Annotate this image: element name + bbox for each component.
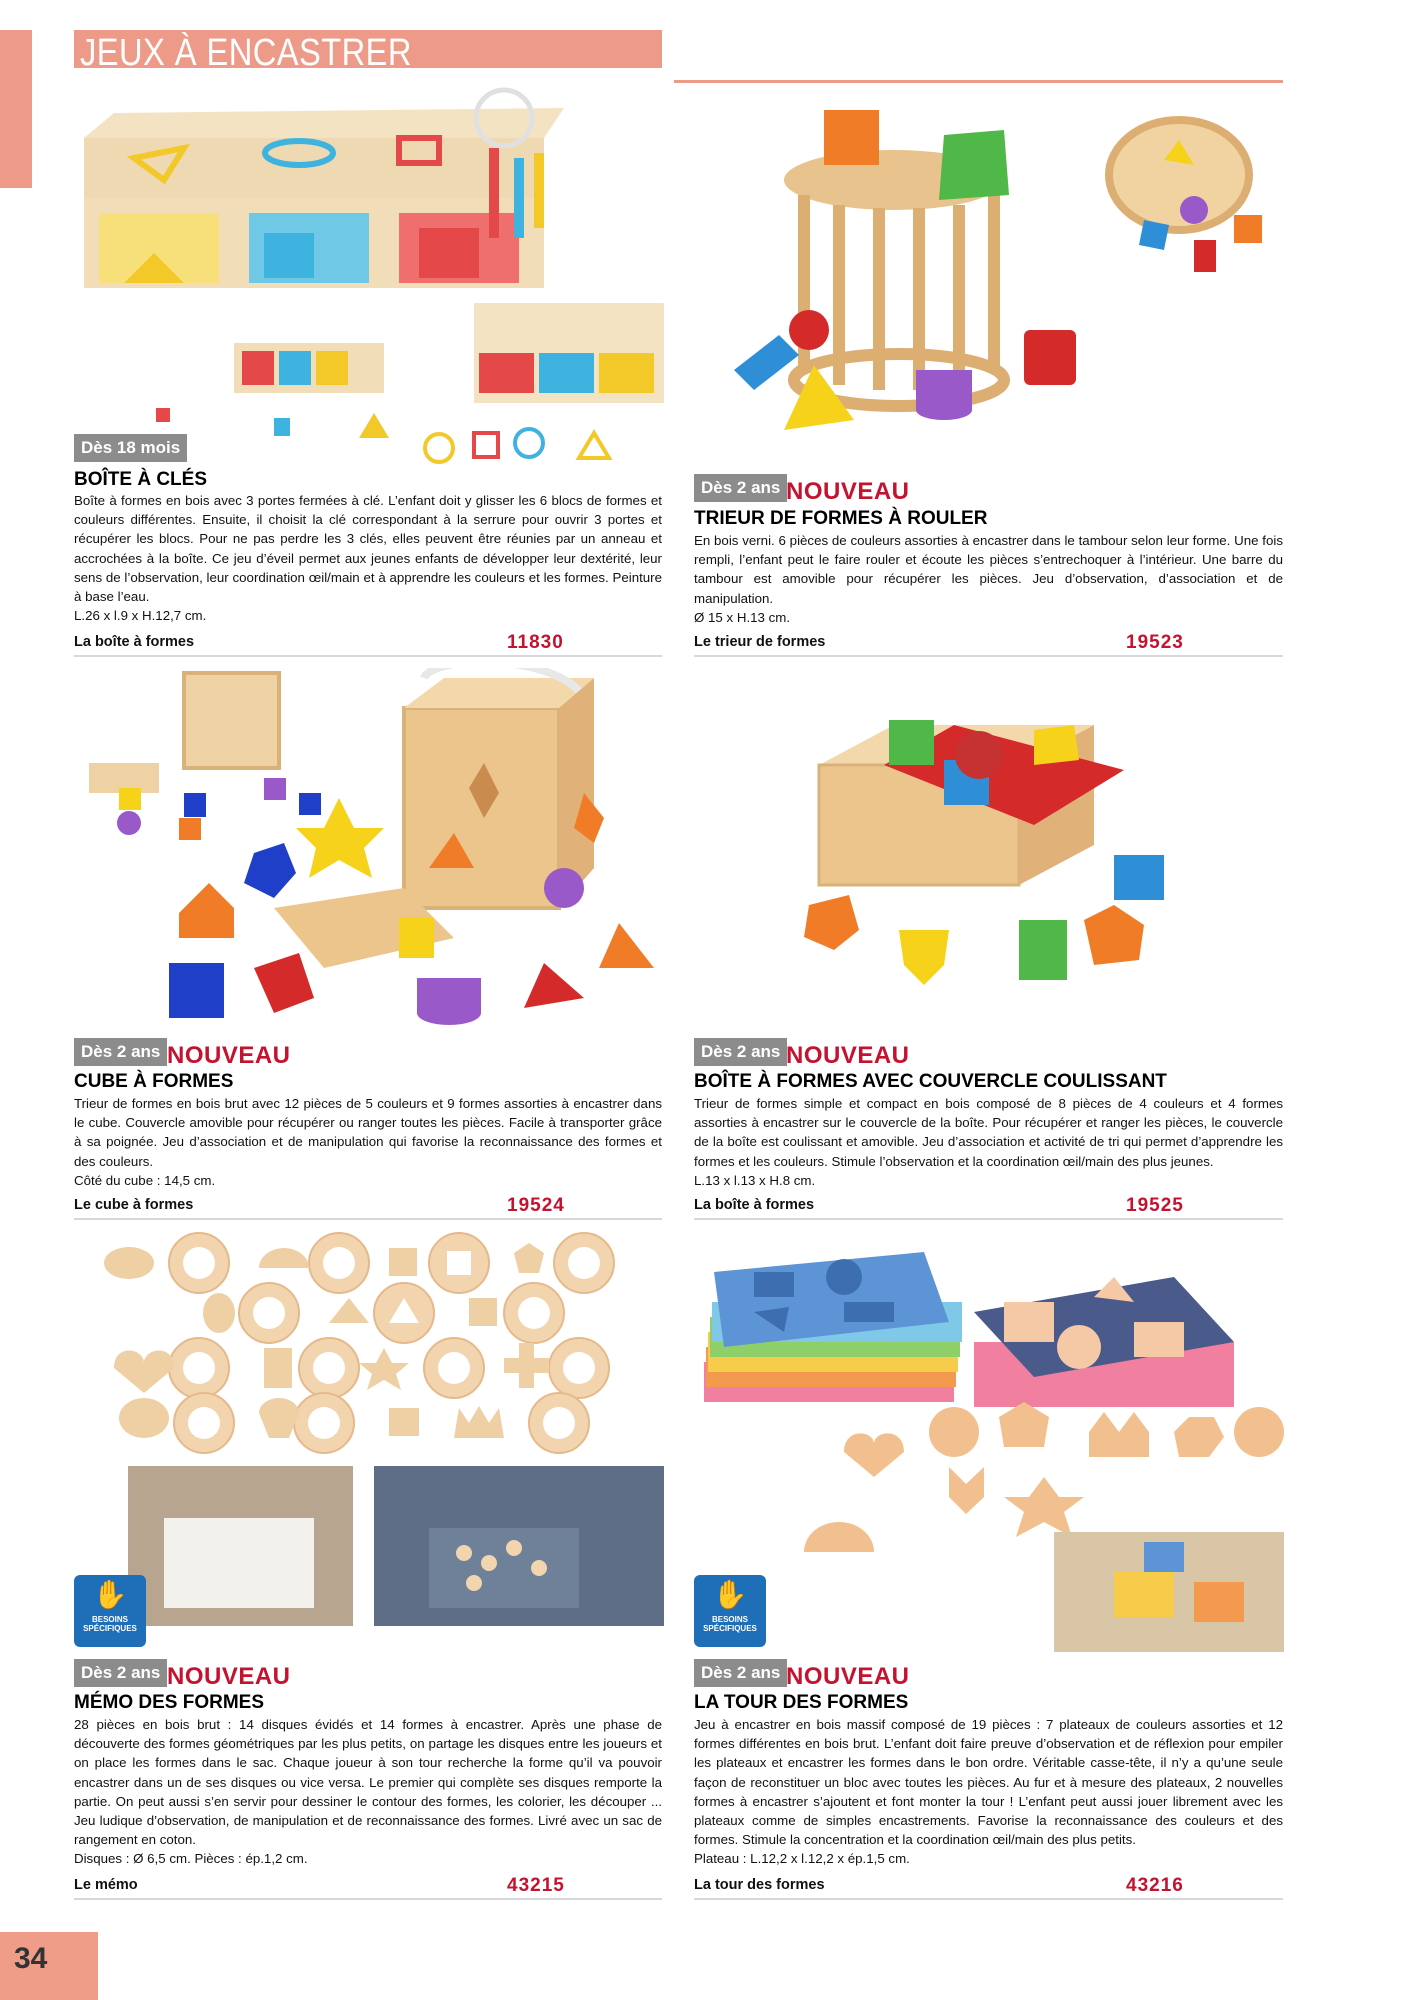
divider bbox=[694, 1218, 1283, 1220]
hand-icon: ✋ bbox=[92, 1579, 128, 1610]
page-title: JEUX À ENCASTRER bbox=[80, 32, 412, 74]
nouveau-badge: NOUVEAU bbox=[167, 1042, 291, 1069]
reference-code: 43216 bbox=[1126, 1875, 1184, 1896]
dimensions-text: Plateau : L.12,2 x l.12,2 x ép.1,5 cm. bbox=[694, 1851, 910, 1867]
product-description bbox=[74, 1715, 662, 1869]
nouveau-badge: NOUVEAU bbox=[786, 1042, 910, 1069]
product-name: MÉMO DES FORMES bbox=[74, 1692, 265, 1713]
reference-label: La tour des formes bbox=[694, 1877, 825, 1893]
product-description bbox=[694, 531, 1283, 627]
description-text: Trieur de formes simple et compact en bois composé de 8 pièces de 4 couleurs et 4 formes assorties à encastrer sur le couvercle de la boîte. Pour récupérer et ranger les pièces, le couvercle de la boîte est coulissant et amovible. Jeu d’association et activité de tri qui permet d’apprendre les formes et les couleurs. Stimule l’observation et la coordination œil/main des plus jeunes. bbox=[694, 1096, 1283, 1169]
reference-label: Le trieur de formes bbox=[694, 634, 826, 650]
product-description bbox=[74, 1094, 662, 1190]
besoins-specifiques-badge bbox=[694, 1575, 766, 1647]
product-name: CUBE À FORMES bbox=[74, 1071, 234, 1092]
nouveau-badge: NOUVEAU bbox=[167, 1663, 291, 1690]
description-text: Jeu à encastrer en bois massif composé de 19 pièces : 7 plateaux de couleurs assorties et 12 formes différentes en bois brut. L’enfant doit faire preuve d’observation et de réflexion pour empiler les plateaux et encastrer les formes dans le bon ordre. Véritable casse-tête, il n’y a qu’une seule façon de reconstituer un bloc avec toutes les pièces. Au fur et à mesure des plateaux, 2 nouvelles formes à encastrer s’ajoutent et font monter la tour ! L’enfant peut aussi jouer librement avec les plateaux comme de simples encastrements. Favorise la reconnaissance des couleurs et des formes. Stimule la concentration et la coordination œil/main des plus petits. bbox=[694, 1717, 1283, 1848]
age-badge: Dès 2 ans bbox=[74, 1659, 167, 1687]
nouveau-badge: NOUVEAU bbox=[786, 478, 910, 505]
description-text: En bois verni. 6 pièces de couleurs assorties à encastrer dans le tambour selon leur forme. Une fois rempli, l’enfant peut le faire rouler et écoute les pièces s’entrechoquer à l’intérieur. Une barre du tambour est amovible pour récupérer les pièces. Jeu d’observation, d’association et de manipulation. bbox=[694, 533, 1283, 606]
nouveau-badge: NOUVEAU bbox=[786, 1663, 910, 1690]
reference-label: La boîte à formes bbox=[694, 1197, 815, 1213]
reference-code: 19525 bbox=[1126, 1195, 1184, 1216]
badge-line1: BESOINS bbox=[711, 1615, 748, 1624]
description-text: Trieur de formes en bois brut avec 12 pièces de 5 couleurs et 9 formes assorties à encastrer dans le cube. Couvercle amovible pour récupérer ou ranger toutes les pièces. Facile à transporter grâce à sa poignée. Jeu d’association et de manipulation qui favorise la reconnaissance des formes et des couleurs. bbox=[74, 1096, 662, 1169]
divider bbox=[694, 1898, 1283, 1900]
age-badge: Dès 2 ans bbox=[694, 474, 787, 502]
product-photo-tour-des-formes bbox=[694, 1252, 1284, 1652]
badge-line2: SPÉCIFIQUES bbox=[83, 1624, 137, 1633]
reference-label: La boîte à formes bbox=[74, 634, 195, 650]
product-photo-boite-a-cles bbox=[74, 68, 674, 488]
age-badge: Dès 2 ans bbox=[694, 1038, 787, 1066]
page-number: 34 bbox=[14, 1942, 48, 1975]
age-badge: Dès 2 ans bbox=[74, 1038, 167, 1066]
reference-code: 43215 bbox=[507, 1875, 565, 1896]
besoins-specifiques-badge bbox=[74, 1575, 146, 1647]
dimensions-text: Disques : Ø 6,5 cm. Pièces : ép.1,2 cm. bbox=[74, 1851, 308, 1867]
dimensions-text: L.13 x l.13 x H.8 cm. bbox=[694, 1172, 816, 1188]
side-accent-tab bbox=[0, 30, 32, 188]
divider bbox=[74, 655, 662, 657]
reference-label: Le mémo bbox=[74, 1877, 138, 1893]
product-photo-cube-a-formes bbox=[74, 668, 674, 1040]
reference-code: 11830 bbox=[507, 632, 564, 653]
reference-label: Le cube à formes bbox=[74, 1197, 194, 1213]
divider bbox=[74, 1218, 662, 1220]
age-badge: Dès 18 mois bbox=[74, 434, 187, 462]
divider bbox=[74, 1898, 662, 1900]
product-name: LA TOUR DES FORMES bbox=[694, 1692, 909, 1713]
product-description bbox=[74, 491, 662, 625]
product-photo-trieur-de-formes bbox=[694, 100, 1284, 460]
product-name: BOÎTE À CLÉS bbox=[74, 469, 208, 490]
description-text: Boîte à formes en bois avec 3 portes fermées à clé. L’enfant doit y glisser les 6 blocs de formes et couleurs différentes. Ensuite, il choisit la clé correspondant à la serrure pour ouvrir 3 portes et récupérer les blocs. Pour ne pas perdre les 3 clés, elles peuvent être réunies par un anneau et accrochées à la boîte. Ce jeu d’éveil permet aux jeunes enfants de développer leur dextérité, leur sens de l’observation, leur coordination œil/main et à apprendre les couleurs et les formes. Peinture à base l’eau. bbox=[74, 493, 662, 605]
product-description bbox=[694, 1094, 1283, 1190]
reference-code: 19524 bbox=[507, 1195, 565, 1216]
badge-line2: SPÉCIFIQUES bbox=[703, 1624, 757, 1633]
dimensions-text: Côté du cube : 14,5 cm. bbox=[74, 1172, 216, 1188]
product-description bbox=[694, 1715, 1283, 1869]
divider bbox=[694, 655, 1283, 657]
badge-line1: BESOINS bbox=[91, 1615, 128, 1624]
age-badge: Dès 2 ans bbox=[694, 1659, 787, 1687]
product-photo-boite-couvercle-coulissant bbox=[694, 705, 1284, 1005]
dimensions-text: Ø 15 x H.13 cm. bbox=[694, 609, 791, 625]
product-photo-memo-des-formes bbox=[74, 1228, 674, 1648]
description-text: 28 pièces en bois brut : 14 disques évidés et 14 formes à encastrer. Après une phase de découverte des formes géométriques par les plus petits, on partage les disques entre les joueurs et on place les formes dans le sac. Chaque joueur à son tour recherche la forme qu’il va pouvoir encastrer dans un de ses disques ou vice versa. Le premier qui complète ses disques remporte la partie. On peut aussi s’en servir pour dessiner le contour des formes, les colorier, les découper ... Jeu ludique d’observation, de manipulation et de reconnaissance des formes. Livré avec un sac de rangement en coton. bbox=[74, 1717, 662, 1848]
hand-icon: ✋ bbox=[712, 1579, 748, 1610]
reference-code: 19523 bbox=[1126, 632, 1184, 653]
product-name: BOÎTE À FORMES AVEC COUVERCLE COULISSANT bbox=[694, 1071, 1167, 1092]
product-name: TRIEUR DE FORMES À ROULER bbox=[694, 508, 988, 529]
dimensions-text: L.26 x l.9 x H.12,7 cm. bbox=[74, 608, 207, 624]
